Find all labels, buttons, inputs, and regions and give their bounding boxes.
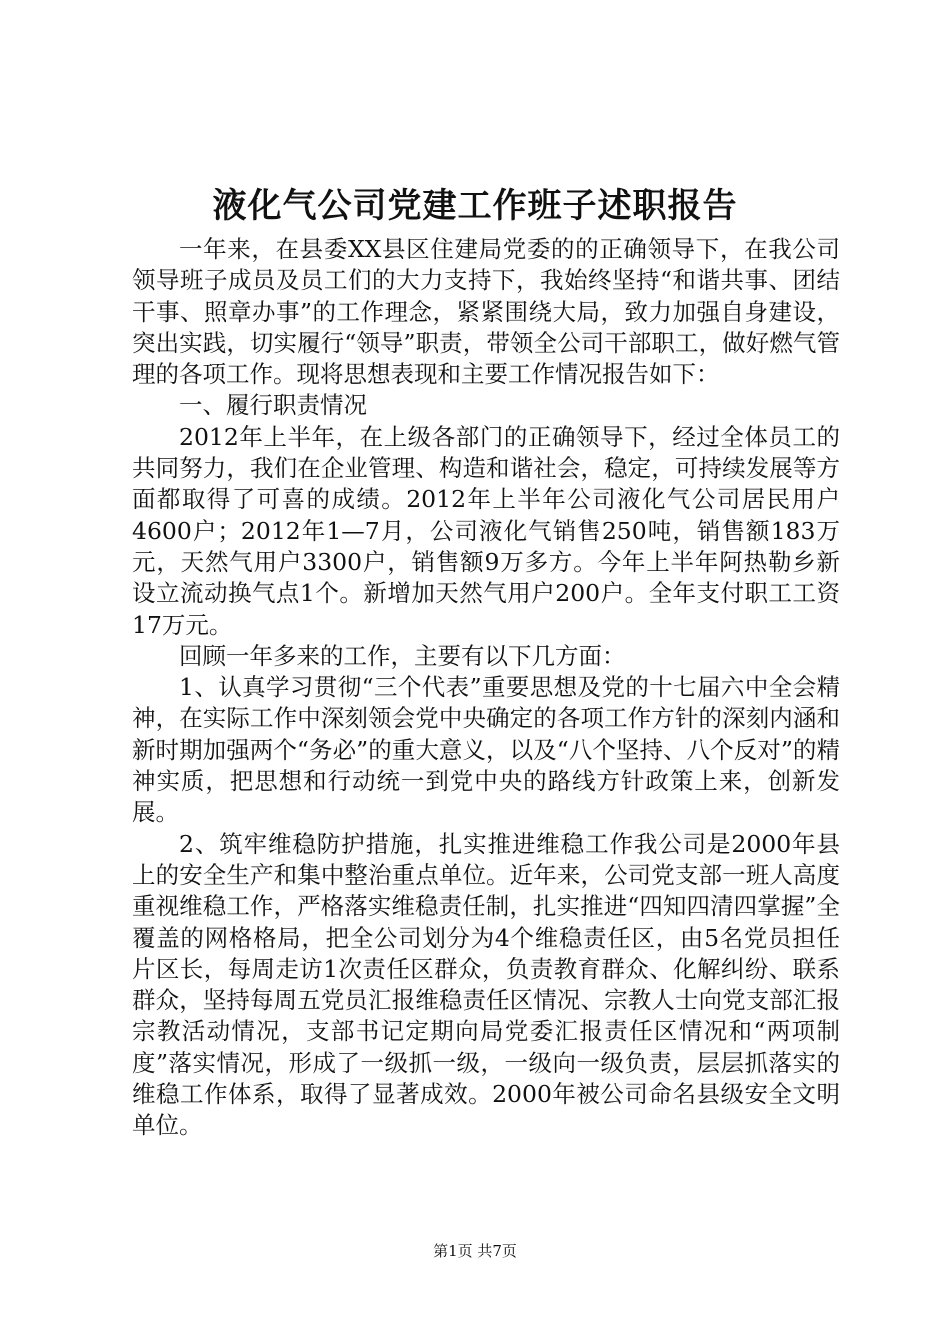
page-footer: 第1页 共7页 (433, 1242, 517, 1260)
paragraph-review-intro: 回顾一年多来的工作，主要有以下几方面： (179, 641, 626, 670)
document-body (132, 234, 840, 1142)
document-title: 液化气公司党建工作班子述职报告 (212, 186, 738, 226)
section-heading-duties: 一、履行职责情况 (179, 391, 367, 420)
paragraph-intro: 一年来，在县委XX县区住建局党委的的正确领导下，在我公司领导班子成员及员工们的大力支持下，我始终坚持“和谐共事、团结干事、照章办事”的工作理念，紧紧围绕大局，致力加强自身建设，突出实践，切实履行“领导”职责，带领全公司干部职工，做好燃气管理的各项工作。现将思想表现和主要工作情况报告如下： (132, 235, 840, 389)
paragraph-item-2: 2、筑牢维稳防护措施，扎实推进维稳工作我公司是2000年县上的安全生产和集中整治重点单位。近年来，公司党支部一班人高度重视维稳工作，严格落实维稳责任制，扎实推进“四知四清四掌握”全覆盖的网格格局，把全公司划分为4个维稳责任区，由5名党员担任片区长，每周走访1次责任区群众，负责教育群众、化解纠纷、联系群众，坚持每周五党员汇报维稳责任区情况、宗教人士向党支部汇报宗教活动情况，支部书记定期向局党委汇报责任区情况和“两项制度”落实情况，形成了一级抓一级，一级向一级负责，层层抓落实的维稳工作体系，取得了显著成效。2000年被公司命名县级安全文明单位。 (132, 829, 840, 1140)
paragraph-item-1: 1、认真学习贯彻“三个代表”重要思想及党的十七届六中全会精神，在实际工作中深刻领会党中央确定的各项工作方针的深刻内涵和新时期加强两个“务必”的重大意义，以及“八个坚持、八个反对”的精神实质，把思想和行动统一到党中央的路线方针政策上来，创新发展。 (132, 673, 840, 827)
paragraph-achievements: 2012年上半年，在上级各部门的正确领导下，经过全体员工的共同努力，我们在企业管理、构造和谐社会，稳定，可持续发展等方面都取得了可喜的成绩。2012年上半年公司液化气公司居民用户4600户；2012年1—7月，公司液化气销售250吨，销售额183万元，天然气用户3300户，销售额9万多方。今年上半年阿热勒乡新设立流动换气点1个。新增加天然气用户200户。全年支付职工工资17万元。 (132, 422, 840, 639)
